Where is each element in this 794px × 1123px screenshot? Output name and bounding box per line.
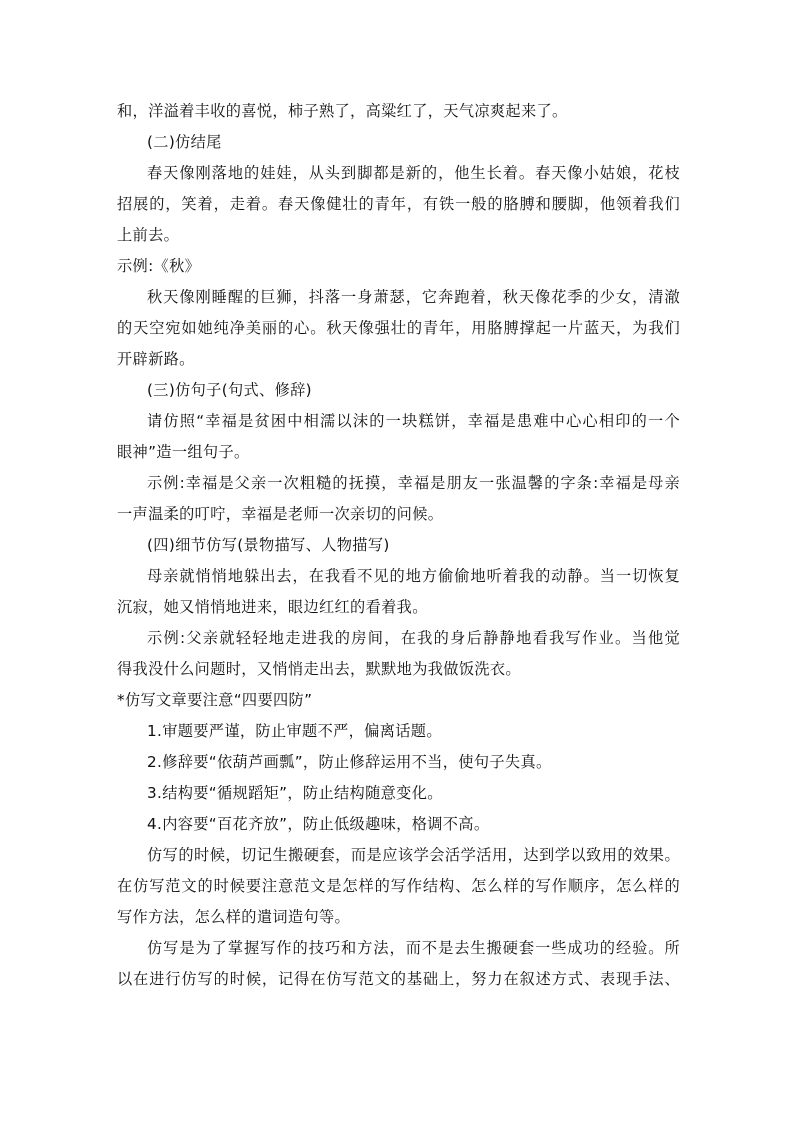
text-line: 一声温柔的叮咛，幸福是老师一次亲切的问候。 [117, 505, 444, 523]
text-line: 得我没什么问题时，又悄悄走出去，默默地为我做饭洗衣。 [117, 660, 521, 678]
text-line: 写作方法，怎么样的遣词造句等。 [117, 908, 351, 926]
text-line: 请仿照“幸福是贫困中相濡以沫的一块糕饼，幸福是患难中心心相印的一个 [147, 412, 680, 430]
text-line: 眼神”造一组句子。 [117, 443, 250, 461]
text-line: 2.修辞要“依葫芦画瓢”，防止修辞运用不当，使句子失真。 [147, 753, 552, 771]
text-line: 4.内容要“百花齐放”，防止低级趣味，格调不高。 [147, 815, 490, 833]
text-line: 春天像刚落地的娃娃，从头到脚都是新的，他生长着。春天像小姑娘，花枝 [147, 164, 680, 182]
text-line: (三)仿句子(句式、修辞) [147, 381, 312, 399]
text-line: 母亲就悄悄地躲出去，在我看不见的地方偷偷地听着我的动静。当一切恢复 [147, 567, 680, 585]
text-line: 开辟新路。 [117, 350, 195, 368]
text-line: 在仿写范文的时候要注意范文是怎样的写作结构、怎么样的写作顺序，怎么样的 [117, 877, 680, 895]
document-page [117, 96, 680, 995]
text-line: 仿写的时候，切记生搬硬套，而是应该学会活学活用，达到学以致用的效果。 [147, 846, 680, 864]
text-line: 的天空宛如她纯净美丽的心。秋天像强壮的青年，用胳膊撑起一片蓝天，为我们 [117, 319, 680, 337]
text-line: 和，洋溢着丰收的喜悦，柿子熟了，高粱红了，天气凉爽起来了。 [117, 102, 568, 120]
text-line: 示例:父亲就轻轻地走进我的房间，在我的身后静静地看我写作业。当他觉 [147, 629, 680, 647]
text-line: 3.结构要“循规蹈矩”，防止结构随意变化。 [147, 784, 443, 802]
text-line: 以在进行仿写的时候，记得在仿写范文的基础上，努力在叙述方式、表现手法、 [117, 970, 680, 988]
text-line: (二)仿结尾 [147, 133, 222, 151]
text-line: 1.审题要严谨，防止审题不严，偏离话题。 [147, 722, 442, 740]
text-line: 示例:《秋》 [117, 257, 201, 275]
text-line: 示例:幸福是父亲一次粗糙的抚摸，幸福是朋友一张温馨的字条:幸福是母亲 [147, 474, 680, 492]
text-line: 上前去。 [117, 226, 180, 244]
text-line: 秋天像刚睡醒的巨狮，抖落一身萧瑟，它奔跑着，秋天像花季的少女，清澈 [147, 288, 680, 306]
text-line: *仿写文章要注意“四要四防” [117, 691, 313, 709]
text-line: 沉寂，她又悄悄地进来，眼边红红的看着我。 [117, 598, 428, 616]
text-line: 仿写是为了掌握写作的技巧和方法，而不是去生搬硬套一些成功的经验。所 [147, 939, 680, 957]
text-line: 招展的，笑着，走着。春天像健壮的青年，有铁一般的胳膊和腰脚，他领着我们 [117, 195, 680, 213]
text-line: (四)细节仿写(景物描写、人物描写) [147, 536, 390, 554]
